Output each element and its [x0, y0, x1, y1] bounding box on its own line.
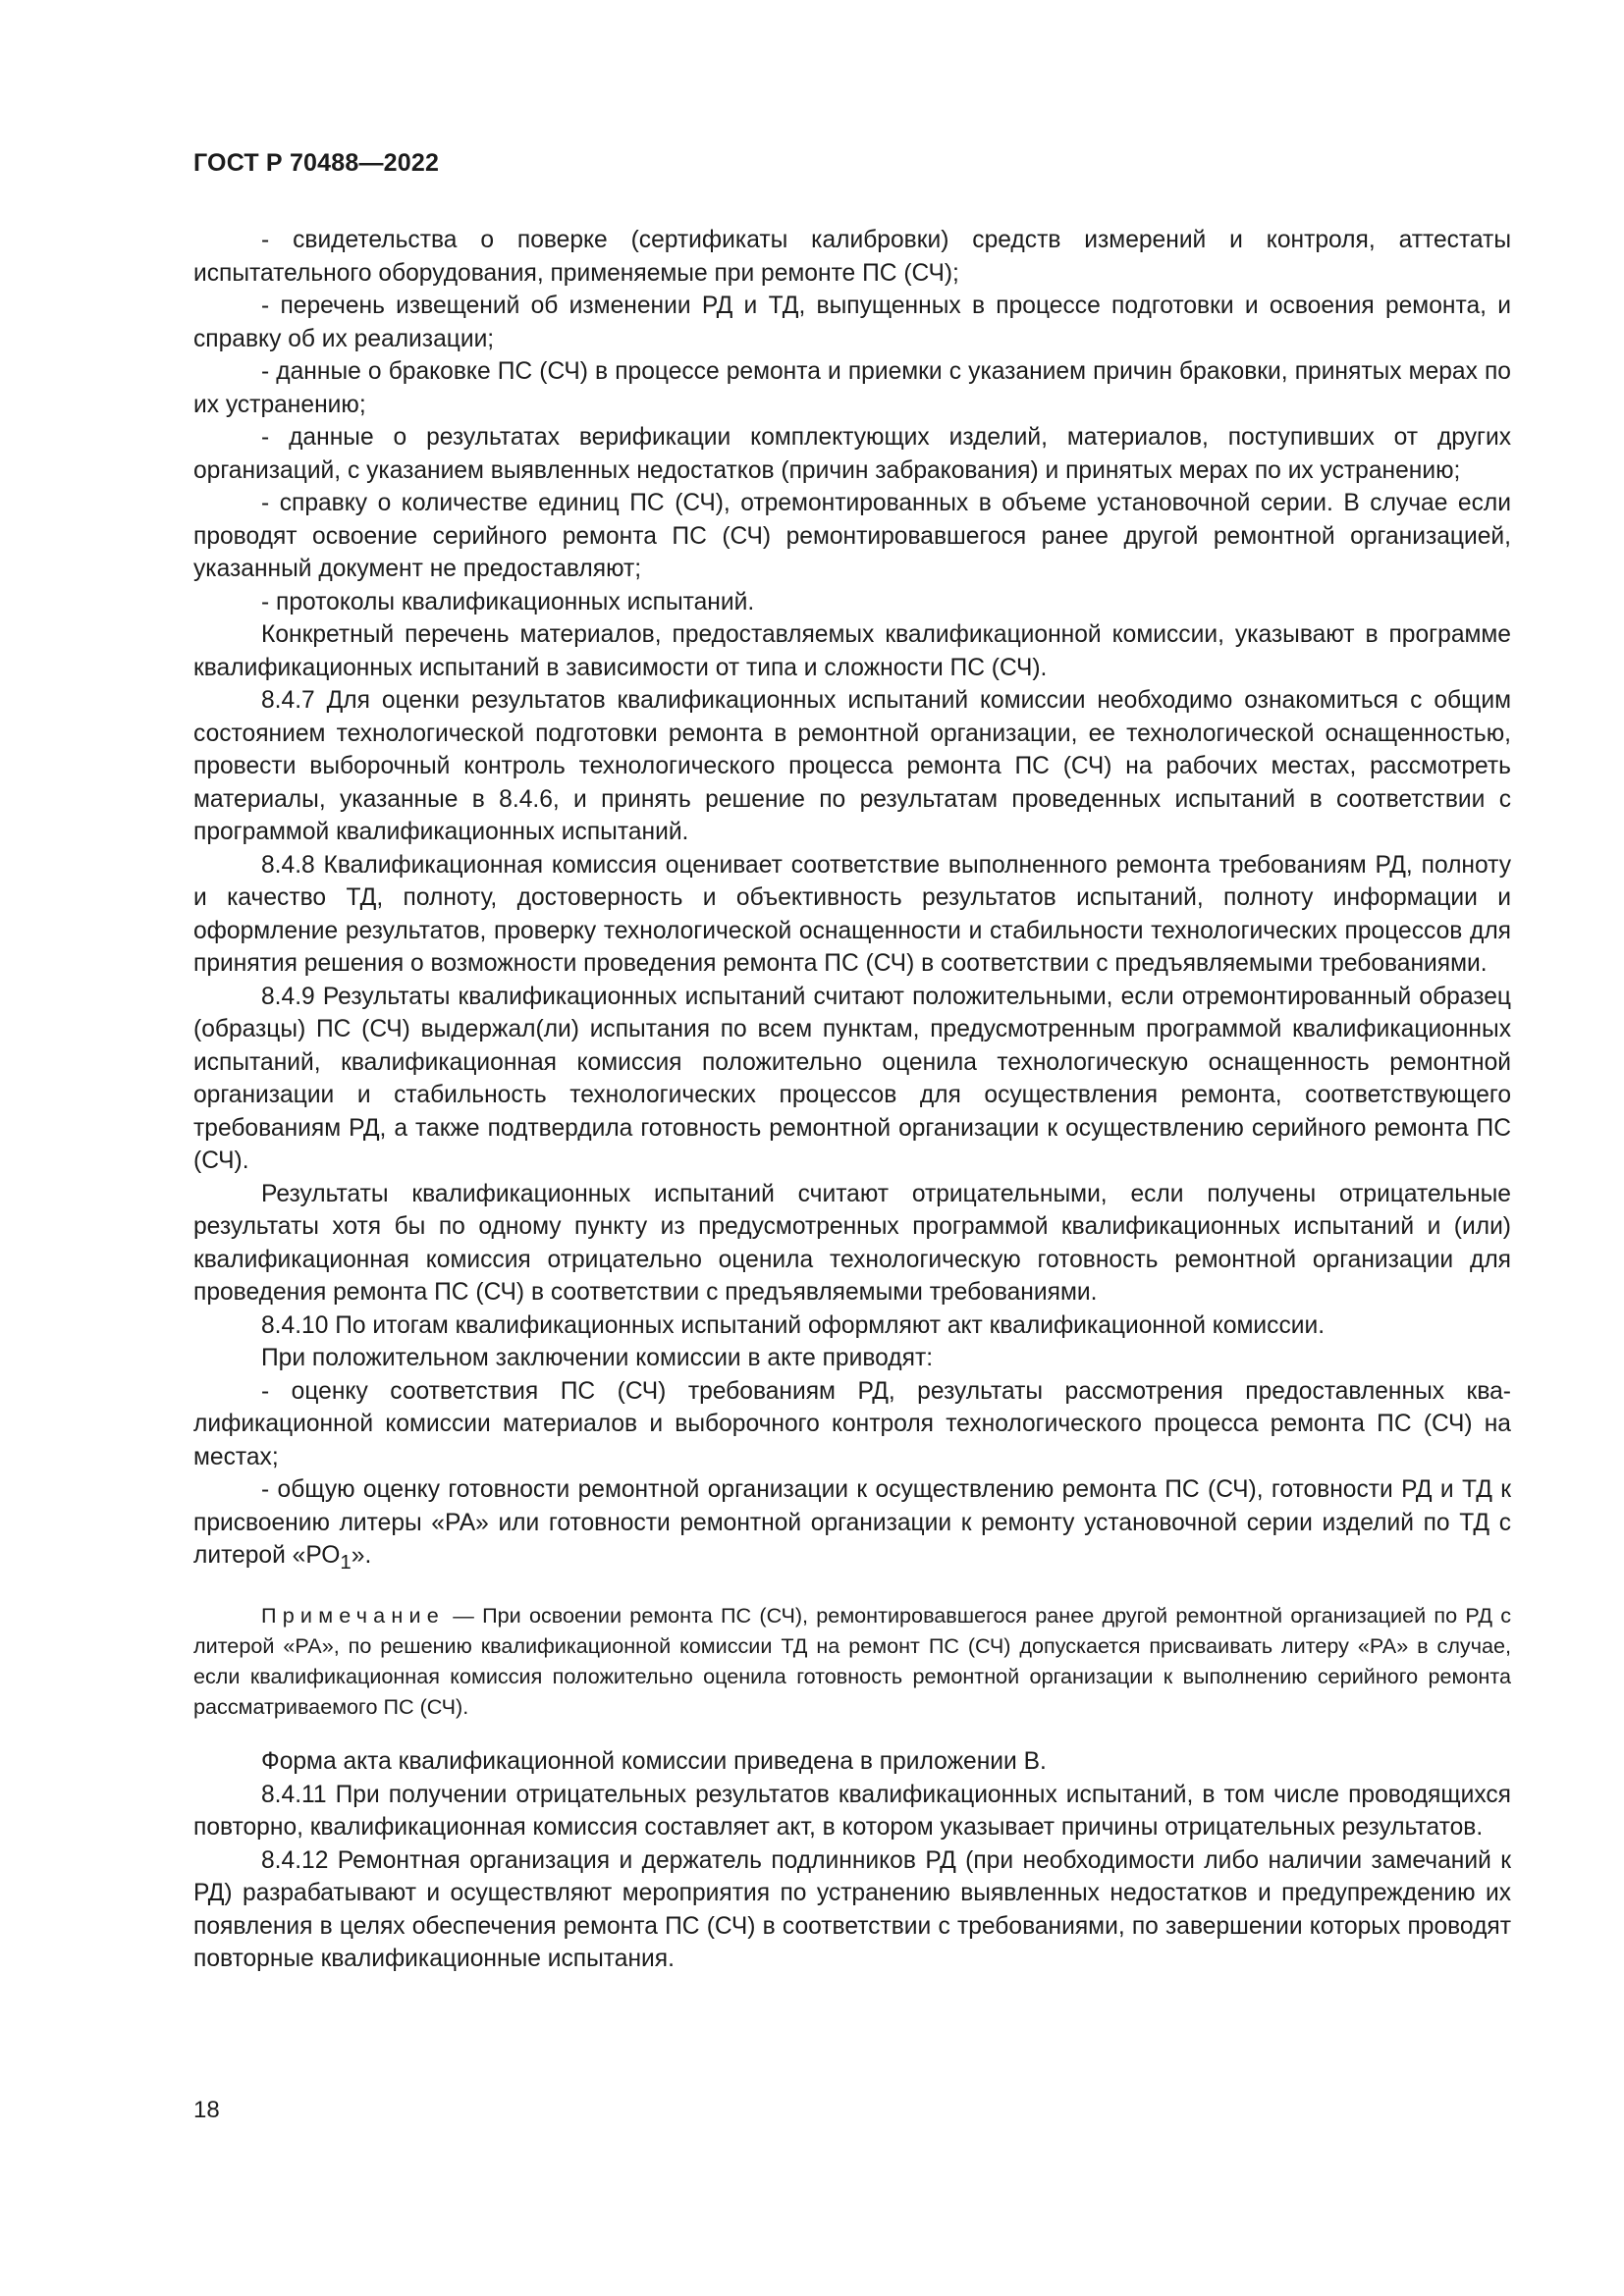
paragraph [193, 1473, 1511, 1578]
paragraph: 8.4.8 Квалификационная комиссия оценивает соответствие выполненного ремонта требованиям РД, полноту и качество ТД, полноту, достоверность и объективность результатов испытаний, полноту информации и оформление результатов, проверку технологической оснащенности и стабильности технологических процессов для принятия решения о возможности проведения ремонта ПС (СЧ) в соответствии с предъявляемыми требованиями. [193, 851, 1511, 977]
paragraph: 8.4.11 При получении отрицательных результатов квалификационных испытаний, в том числе проводящихся повторно, квалификационная комиссия составляет акт, в котором указывает причины отрицательных результатов. [193, 1781, 1511, 1842]
paragraph: - протоколы квалификационных испытаний. [261, 588, 755, 615]
document-body [193, 224, 1511, 1976]
paragraph: 8.4.9 Результаты квалификационных испытаний считают положительными, если отремонтированный образец (образцы) ПС (СЧ) выдержал(ли) испытания по всем пунктам, предусмотренным программой квалификационных испытаний, квалификационная комиссия положительно оценила технологическую оснащенность ремонтной организации и стабильность технологических процессов для осуществления ремонта, соответствующего требованиям РД, а также подтвердила готовность ремонтной организации к осуществлению серийного ремонта ПС (СЧ). [193, 983, 1511, 1174]
page-number: 18 [193, 2097, 220, 2123]
paragraph: - свидетельства о поверке (сертификаты калибровки) средств измерений и контроля, аттестаты испытательного оборудования, применяемые при ремонте ПС (СЧ); [193, 227, 1511, 287]
note [193, 1600, 1511, 1722]
paragraph: - оценку соответствия ПС (СЧ) требованиям РД, результаты рассмотрения предоставленных квалификационной комиссии материалов и выборочного контроля технологического процесса ремонта ПС (СЧ) на местах; [193, 1377, 1511, 1470]
paragraph-end: ». [351, 1542, 372, 1569]
paragraph: - справку о количестве единиц ПС (СЧ), отремонтированных в объеме установочной серии. В случае если проводят освоение серийного ремонта ПС (СЧ) ремонтировавшегося ранее другой ремонтной организацией, указанный документ не предоставляют; [193, 490, 1511, 582]
paragraph: Форма акта квалификационной комиссии приведена в приложении В. [261, 1748, 1047, 1776]
paragraph: - данные о результатах верификации комплектующих изделий, материалов, поступивших от других организаций, с указанием выявленных недостатков (причин забракования) и принятых мерах по их устранению; [193, 424, 1511, 484]
paragraph: Конкретный перечень материалов, предоставляемых квалификационной комиссии, указывают в программе квалификационных испытаний в зависимости от типа и сложности ПС (СЧ). [193, 621, 1511, 681]
paragraph: 8.4.12 Ремонтная организация и держатель подлинников РД (при необходимости либо наличии замечаний к РД) разрабатывают и осуществляют мероприятия по устранению выявленных недостатков и предупреждению их появления в целях обеспечения ремонта ПС (СЧ) в соответствии с требованиями, по завершении которых проводят повторные квалификационные испытания. [193, 1846, 1511, 1973]
paragraph: - данные о браковке ПС (СЧ) в процессе ремонта и приемки с указанием причин браковки, принятых мерах по их устранению; [193, 358, 1511, 418]
paragraph: 8.4.10 По итогам квалификационных испытаний оформляют акт квалификационной комиссии. [261, 1311, 1326, 1339]
subscript: 1 [340, 1550, 352, 1574]
note-label: Примечание [261, 1603, 445, 1629]
paragraph-text: - общую оценку готовности ремонтной организации к осуществлению ремонта ПС (СЧ), готовности РД и ТД к присвоению литеры «РА» или готовности ремонтной организации к ремонту установочной серии изделий по ТД с литерой «РО [193, 1476, 1511, 1569]
paragraph: Результаты квалификационных испытаний считают отрицательными, если получены отрицательные результаты хотя бы по одному пункту из предусмотренных программой квалификационных испытаний и (или) квалификационная комиссия отрицательно оценила технологическую готовность ремонтной организации для проведения ремонта ПС (СЧ) в соответствии с предъявляемыми требованиями. [193, 1180, 1511, 1306]
document-header: ГОСТ Р 70488—2022 [193, 149, 440, 177]
note-text: — При освоении ремонта ПС (СЧ), ремонтировавшегося ранее другой ремонтной организацией по РД с литерой «РА», по решению квалификационной комиссии ТД на ремонт ПС (СЧ) допускается присваивать литеру «РА» в случае, если квалификационная комиссия положительно оценила готовность ремонтной организации к выполнению серийного ремонта рассматриваемого ПС (СЧ). [193, 1603, 1511, 1720]
paragraph: При положительном заключении комиссии в акте приводят: [261, 1345, 934, 1371]
paragraph: - перечень извещений об изменении РД и ТД, выпущенных в процессе подготовки и освоения ремонта, и справку об их реализации; [193, 293, 1511, 352]
paragraph: 8.4.7 Для оценки результатов квалификационных испытаний комиссии необходимо ознакомиться с общим состоянием технологической подготовки ремонта в ремонтной организации, ее технологической оснащенностью, провести выборочный контроль технологического процесса ремонта ПС (СЧ) на рабочих местах, рассмотреть материалы, указанные в 8.4.6, и принять решение по результатам проведенных испытаний в соответствии с программой квалификационных испытаний. [193, 687, 1511, 845]
